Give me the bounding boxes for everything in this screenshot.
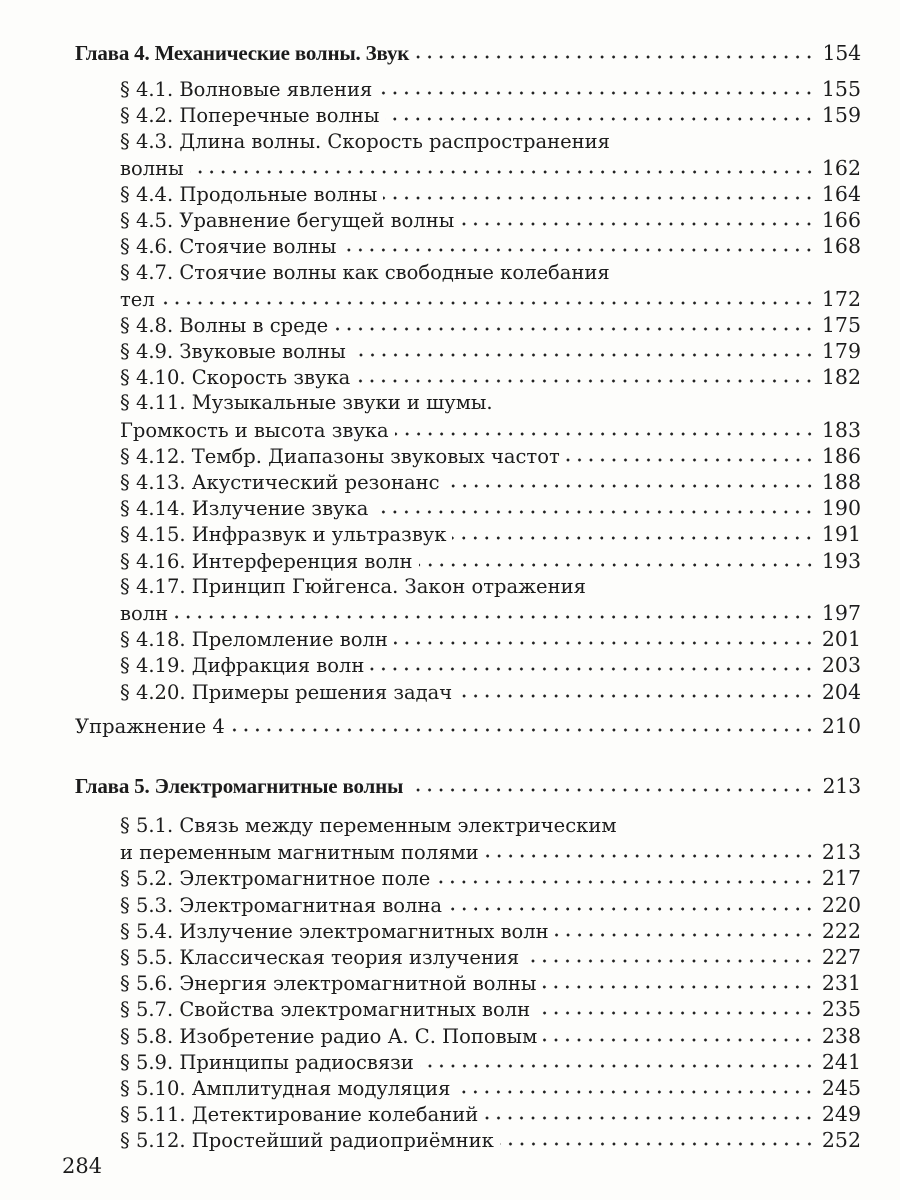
dot-leader: [566, 455, 815, 463]
dot-leader: [436, 877, 815, 885]
page-ref: 238: [821, 1023, 861, 1048]
page-ref: 231: [821, 971, 861, 996]
page-ref: 168: [821, 234, 861, 259]
section-entry: [75, 102, 861, 128]
dot-leader: [458, 691, 815, 699]
dot-leader: [378, 88, 815, 96]
dot-leader: [231, 725, 815, 733]
page-ref: 201: [821, 627, 861, 652]
entry-title: волны: [120, 156, 184, 180]
entry-title: Упражнение 4: [75, 714, 225, 738]
entry-title: § 4.11. Музыкальные звуки и шумы.: [120, 391, 493, 415]
section-entry: [75, 260, 861, 286]
section-entry: [75, 364, 861, 390]
entry-title: § 5.4. Излучение электромагнитных волн: [120, 919, 549, 943]
section-entry: [75, 839, 861, 865]
section-entry: [75, 443, 861, 469]
entry-title: Глава 4. Механические волны. Звук: [75, 41, 410, 65]
entry-title: § 4.17. Принцип Гюйгенса. Закон отражения: [120, 574, 586, 598]
page-ref: 252: [821, 1128, 861, 1153]
dot-leader: [542, 982, 815, 990]
entry-title: § 5.6. Энергия электромагнитной волны: [120, 972, 537, 996]
section-entry: [75, 1049, 861, 1075]
dot-leader: [374, 507, 815, 515]
page-ref: 154: [822, 41, 861, 65]
entry-title: § 5.5. Классическая теория излучения: [120, 946, 520, 969]
dot-leader: [383, 193, 815, 201]
page-ref: 179: [821, 339, 861, 364]
page-ref: 203: [821, 653, 861, 678]
page-ref: 241: [821, 1049, 861, 1074]
dot-leader: [484, 1113, 815, 1121]
section-entry: [75, 1075, 861, 1101]
dot-leader: [356, 376, 815, 384]
entry-title: § 4.10. Скорость звука: [120, 366, 351, 390]
entry-title: § 4.1. Волновые явления: [120, 78, 373, 102]
entry-title: § 4.13. Акустический резонанс: [120, 471, 440, 494]
entry-title: § 5.3. Электромагнитная волна: [120, 893, 443, 917]
section-entry: [75, 918, 861, 944]
entry-title: § 5.7. Свойства электромагнитных волн: [120, 998, 531, 1022]
entry-title: Громкость и высота звука: [120, 418, 389, 442]
page-ref: 162: [821, 155, 861, 180]
page-ref: 227: [821, 945, 861, 969]
entry-title: § 4.16. Интерференция волн: [120, 549, 413, 573]
page-ref: 193: [821, 548, 861, 573]
page-ref: 166: [821, 208, 861, 233]
table-of-contents: [75, 40, 861, 1154]
page-ref: 220: [821, 892, 861, 917]
chapter-heading: [75, 40, 861, 66]
section-entry: [75, 233, 861, 259]
section-entry: [75, 155, 861, 181]
entry-title: § 4.15. Инфразвук и ультразвук: [120, 523, 447, 547]
section-entry: [75, 129, 861, 155]
page-ref: 210: [821, 713, 861, 738]
section-entry: [75, 495, 861, 521]
section-entry: [75, 417, 861, 443]
page-ref: 217: [821, 866, 861, 891]
page-ref: 235: [821, 997, 861, 1022]
entry-title: Глава 5. Электромагнитные волны: [75, 773, 404, 798]
dot-leader: [415, 52, 815, 60]
dot-leader: [419, 560, 815, 568]
page-ref: 155: [821, 77, 861, 102]
page-ref: 245: [821, 1075, 861, 1100]
page-ref: 186: [821, 443, 861, 468]
section-entry: [75, 469, 861, 495]
page-ref: 182: [821, 365, 861, 390]
dot-leader: [342, 245, 815, 253]
entry-title: волн: [120, 601, 169, 625]
entry-title: § 4.6. Стоячие волны: [120, 235, 337, 259]
page-ref: 191: [821, 522, 861, 547]
dot-leader: [352, 350, 815, 358]
entry-title: § 5.9. Принципы радиосвязи: [120, 1050, 414, 1074]
page-ref: 213: [822, 773, 861, 798]
page-ref: 190: [821, 496, 861, 521]
dot-leader: [161, 298, 815, 306]
page-ref: 188: [821, 470, 861, 494]
section-entry: [75, 996, 861, 1022]
dot-leader: [409, 785, 815, 793]
dot-leader: [456, 1087, 815, 1095]
entry-title: § 4.4. Продольные волны: [120, 182, 378, 206]
section-entry: [75, 626, 861, 652]
dot-leader: [420, 1061, 815, 1069]
entry-title: § 4.3. Длина волны. Скорость распространения: [120, 129, 610, 153]
page-ref: 172: [821, 286, 861, 311]
dot-leader: [448, 904, 815, 912]
page-ref: 197: [821, 600, 861, 625]
entry-title: § 5.1. Связь между переменным электрическим: [120, 814, 617, 838]
entry-title: § 4.19. Дифракция волн: [120, 654, 365, 678]
dot-leader: [395, 429, 815, 437]
page-ref: 204: [821, 679, 861, 704]
section-entry: [75, 600, 861, 626]
page-ref: 164: [821, 181, 861, 206]
dot-leader: [334, 324, 815, 332]
entry-title: § 4.5. Уравнение бегущей волны: [120, 209, 455, 233]
dot-leader: [174, 612, 815, 620]
page-ref: 213: [821, 840, 861, 865]
dot-leader: [190, 167, 815, 175]
section-entry: [75, 574, 861, 600]
section-entry: [75, 207, 861, 233]
dot-leader: [555, 930, 815, 938]
dot-leader: [460, 219, 815, 227]
section-entry: [75, 813, 861, 839]
section-entry: [75, 1127, 861, 1153]
page-ref: 249: [821, 1102, 861, 1127]
page-ref: 183: [821, 417, 861, 442]
entry-title: § 5.10. Амплитудная модуляция: [120, 1076, 451, 1100]
section-entry: [75, 181, 861, 207]
entry-title: § 4.2. Поперечные волны: [120, 104, 380, 128]
dot-leader: [394, 638, 815, 646]
section-entry: [75, 312, 861, 338]
dot-leader: [525, 956, 815, 964]
section-entry: [75, 286, 861, 312]
dot-leader: [370, 664, 815, 672]
section-entry: [75, 652, 861, 678]
dot-leader: [500, 1139, 815, 1147]
entry-title: § 4.12. Тембр. Диапазоны звуковых частот: [120, 444, 560, 468]
page-ref: 222: [821, 918, 861, 943]
page-ref: 159: [821, 103, 861, 128]
dot-leader: [446, 481, 815, 489]
entry-title: § 4.20. Примеры решения задач: [120, 680, 453, 704]
entry-title: § 4.14. Излучение звука: [120, 497, 369, 521]
entry-title: тел: [120, 287, 155, 311]
dot-leader: [536, 1008, 815, 1016]
dot-leader: [543, 1035, 815, 1043]
entry-title: § 4.18. Преломление волн: [120, 628, 388, 652]
section-entry: [75, 76, 861, 102]
section-entry: [75, 970, 861, 996]
section-entry: [75, 865, 861, 891]
section-entry: [75, 1101, 861, 1127]
entry-title: § 5.2. Электромагнитное поле: [120, 867, 431, 891]
entry-title: § 5.12. Простейший радиоприёмник: [120, 1129, 494, 1153]
dot-leader: [385, 114, 815, 122]
chapter-heading: [75, 773, 861, 799]
exercise-entry: [75, 713, 861, 739]
entry-title: § 5.8. Изобретение радио А. С. Поповым: [120, 1024, 538, 1048]
entry-title: § 4.8. Волны в среде: [120, 313, 329, 337]
section-entry: [75, 338, 861, 364]
page-number: 284: [62, 1154, 103, 1178]
section-entry: [75, 892, 861, 918]
page-ref: 175: [821, 312, 861, 337]
section-entry: [75, 521, 861, 547]
section-entry: [75, 1023, 861, 1049]
entry-title: § 5.11. Детектирование колебаний: [120, 1103, 479, 1127]
dot-leader: [452, 533, 815, 541]
dot-leader: [485, 851, 815, 859]
section-entry: [75, 944, 861, 970]
section-entry: [75, 390, 861, 416]
section-entry: [75, 679, 861, 705]
entry-title: § 4.7. Стоячие волны как свободные колебания: [120, 260, 610, 284]
entry-title: и переменным магнитным полями: [120, 841, 479, 865]
entry-title: § 4.9. Звуковые волны: [120, 340, 346, 364]
section-entry: [75, 548, 861, 574]
